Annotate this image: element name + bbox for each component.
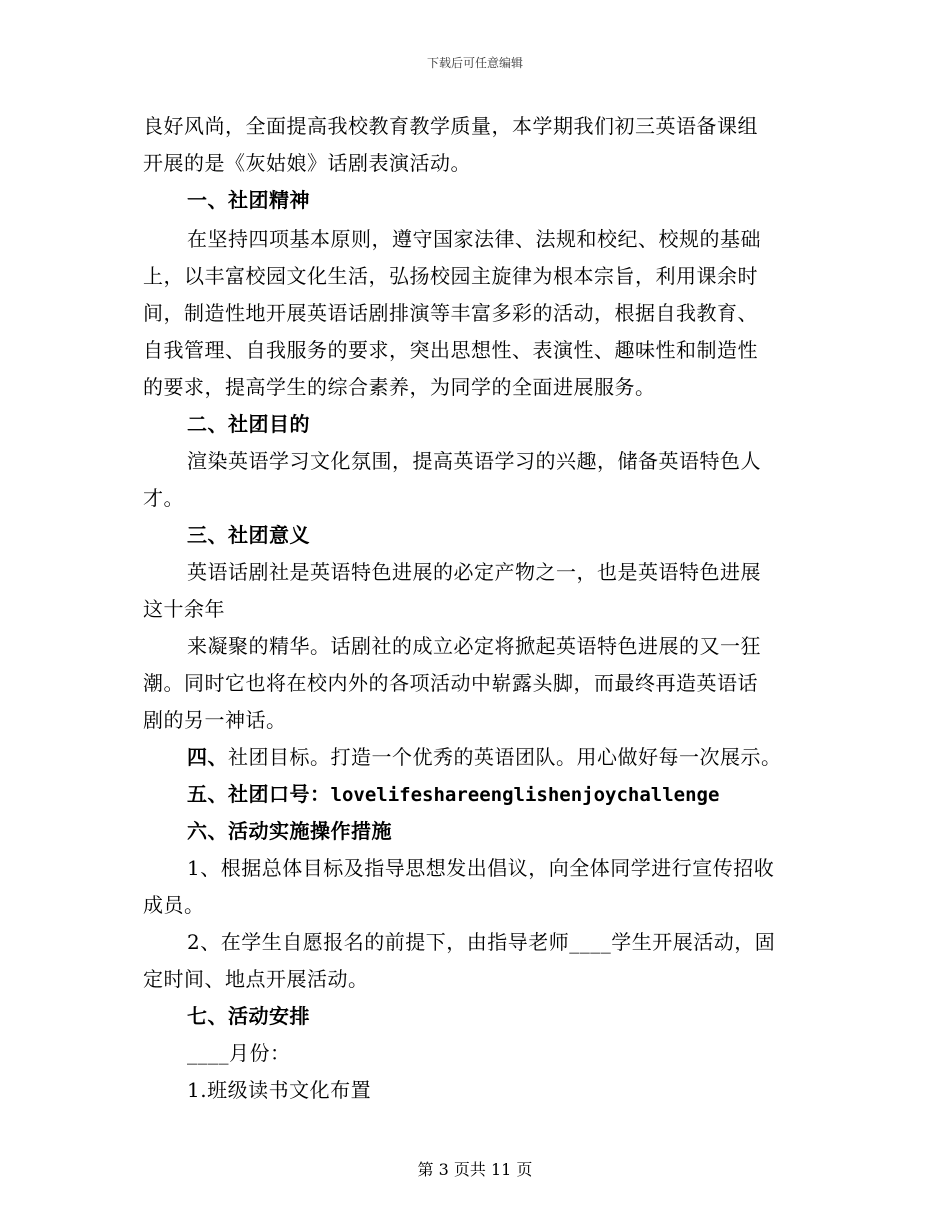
section-goal-text: 社团目标。打造一个优秀的英语团队。用心做好每一次展示。 <box>228 745 782 769</box>
list-item: 2、在学生自愿报名的前提下，由指导老师____学生开展活动，固 <box>187 930 776 954</box>
paragraph-line: 这十余年 <box>143 597 225 621</box>
section-line-goal <box>187 745 782 769</box>
paragraph-line: 英语话剧社是英语特色进展的必定产物之一，也是英语特色进展 <box>187 560 761 584</box>
header-note: 下载后可任意编辑 <box>426 56 523 70</box>
paragraph-line: ____月份： <box>187 1041 291 1065</box>
list-item: 1.班级读书文化布置 <box>187 1078 372 1102</box>
paragraph-line: 成员。 <box>143 893 205 917</box>
paragraph-line: 良好风尚，全面提高我校教育教学质量，本学期我们初三英语备课组 <box>143 114 758 138</box>
section-number-four: 四、 <box>187 745 228 769</box>
section-heading-slogan: 五、社团口号： <box>187 782 331 806</box>
paragraph-line: 来凝聚的精华。话剧社的成立必定将掀起英语特色进展的又一狂 <box>187 634 761 658</box>
paragraph-line: 潮。同时它也将在校内外的各项活动中崭露头脚，而最终再造英语话 <box>143 671 758 695</box>
section-heading-spirit: 一、社团精神 <box>187 188 310 212</box>
page-number: 第 3 页共 11 页 <box>417 1160 533 1179</box>
section-heading-meaning: 三、社团意义 <box>187 523 310 547</box>
paragraph-line: 定时间、地点开展活动。 <box>143 967 369 991</box>
list-item: 1、根据总体目标及指导思想发出倡议，向全体同学进行宣传招收 <box>187 856 775 880</box>
section-line-slogan <box>187 782 719 807</box>
paragraph-line: 在坚持四项基本原则，遵守国家法律、法规和校纪、校规的基础 <box>187 227 761 251</box>
section-heading-purpose: 二、社团目的 <box>187 412 310 436</box>
paragraph-line: 上，以丰富校园文化生活，弘扬校园主旋律为根本宗旨，利用课余时 <box>143 264 758 288</box>
paragraph-line: 间，制造性地开展英语话剧排演等丰富多彩的活动，根据自我教育、 <box>143 301 758 325</box>
paragraph-line: 开展的是《灰姑娘》话剧表演活动。 <box>143 151 471 175</box>
paragraph-line: 渲染英语学习文化氛围，提高英语学习的兴趣，储备英语特色人 <box>187 449 761 473</box>
section-heading-schedule: 七、活动安排 <box>187 1004 310 1028</box>
section-heading-measures: 六、活动实施操作措施 <box>187 819 392 843</box>
slogan-text: lovelifeshareenglishenjoychallenge <box>330 784 720 806</box>
paragraph-line: 剧的另一神话。 <box>143 708 287 732</box>
paragraph-line: 才。 <box>143 486 184 510</box>
paragraph-line: 自我管理、自我服务的要求，突出思想性、表演性、趣味性和制造性 <box>143 338 758 362</box>
paragraph-line: 的要求，提高学生的综合素养，为同学的全面进展服务。 <box>143 375 656 399</box>
